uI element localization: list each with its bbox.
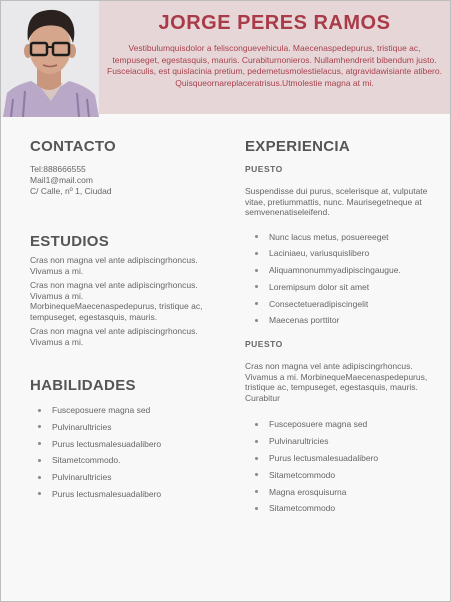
list-item: Pulvinarultricies — [38, 472, 226, 482]
list-item: Fusceposuere magna sed — [38, 405, 226, 415]
education-section — [30, 233, 226, 347]
list-item: Loremipsum dolor sit amet — [255, 282, 441, 292]
education-heading: ESTUDIOS — [30, 233, 110, 250]
education-entry: Cras non magna vel ante adipiscingrhoncus. Vivamus a mi. — [30, 280, 198, 301]
education-entry: MorbinequeMaecenaspedepurus, tristique ac, tempuseget, egestasquis, mauris. — [30, 301, 203, 322]
list-item: Consectetueradipiscingelit — [255, 299, 441, 309]
list-item: Maecenas porttitor — [255, 315, 441, 325]
skills-heading: HABILIDADES — [30, 377, 136, 394]
job-description: Cras non magna vel ante adipiscingrhoncus. Vivamus a mi. MorbinequeMaecenaspedepurus, tristique ac, tempuseget, egestasquis, mauris. Curabitur — [245, 361, 428, 403]
job-tasks-list — [255, 419, 441, 513]
experience-heading: EXPERIENCIA — [245, 138, 350, 155]
right-column — [245, 138, 441, 520]
list-item: Aliquamnonummyadipiscingaugue. — [255, 265, 441, 275]
list-item: Laciniaeu, variusquislibero — [255, 248, 441, 258]
job-description: Suspendisse dui purus, scelerisque at, vulputate vitae, pretiummattis, nunc. Maurisegetneque at semvenenatiseleifend. — [245, 186, 428, 217]
left-column — [30, 138, 226, 506]
job-tasks-list — [255, 232, 441, 326]
job-entry — [245, 164, 441, 325]
list-item: Purus lectusmalesuadalibero — [38, 489, 226, 499]
skills-section — [30, 377, 226, 499]
intro-text: Vestibulumquisdolor a felisconguevehicula. Maecenaspedepurus, tristique ac, tempuseget, egestasquis, mauris. Curabiturnonieros. Nullamhendrerit bibendum justo. Fusceiaculis, est quislacinia pretium, pedemetusmolestielacus, atgravidawisiante atibero. Quisqueornareplaceratrisus.Utmolestie magna at mi. — [107, 43, 442, 88]
list-item: Sitametcommodo. — [38, 455, 226, 465]
list-item: Purus lectusmalesuadalibero — [255, 453, 441, 463]
contact-phone: Tel:888666555 — [30, 164, 86, 174]
list-item: Nunc lacus metus, posuereeget — [255, 232, 441, 242]
contact-heading: CONTACTO — [30, 138, 117, 155]
list-item: Magna erosquisurna — [255, 487, 441, 497]
list-item: Pulvinarultricies — [255, 436, 441, 446]
list-item: Pulvinarultricies — [38, 422, 226, 432]
list-item: Sitametcommodo — [255, 470, 441, 480]
skills-list — [38, 405, 226, 499]
contact-section — [30, 138, 226, 197]
contact-email: Mail1@mail.com — [30, 175, 93, 185]
header-banner — [99, 1, 450, 114]
contact-address: C/ Calle, nº 1, Ciudad — [30, 186, 112, 196]
list-item: Sitametcommodo — [255, 503, 441, 513]
profile-photo — [1, 1, 99, 117]
list-item: Purus lectusmalesuadalibero — [38, 439, 226, 449]
header — [1, 1, 450, 117]
contact-details — [30, 164, 226, 197]
list-item: Fusceposuere magna sed — [255, 419, 441, 429]
education-entry: Cras non magna vel ante adipiscingrhoncus. Vivamus a mi. — [30, 255, 198, 276]
job-role: PUESTO — [245, 339, 283, 350]
person-portrait-icon — [1, 1, 99, 117]
candidate-name: JORGE PERES RAMOS — [158, 12, 391, 34]
job-role: PUESTO — [245, 164, 283, 174]
education-entry: Cras non magna vel ante adipiscingrhoncus. Vivamus a mi. — [30, 326, 198, 347]
job-entry — [245, 339, 441, 513]
